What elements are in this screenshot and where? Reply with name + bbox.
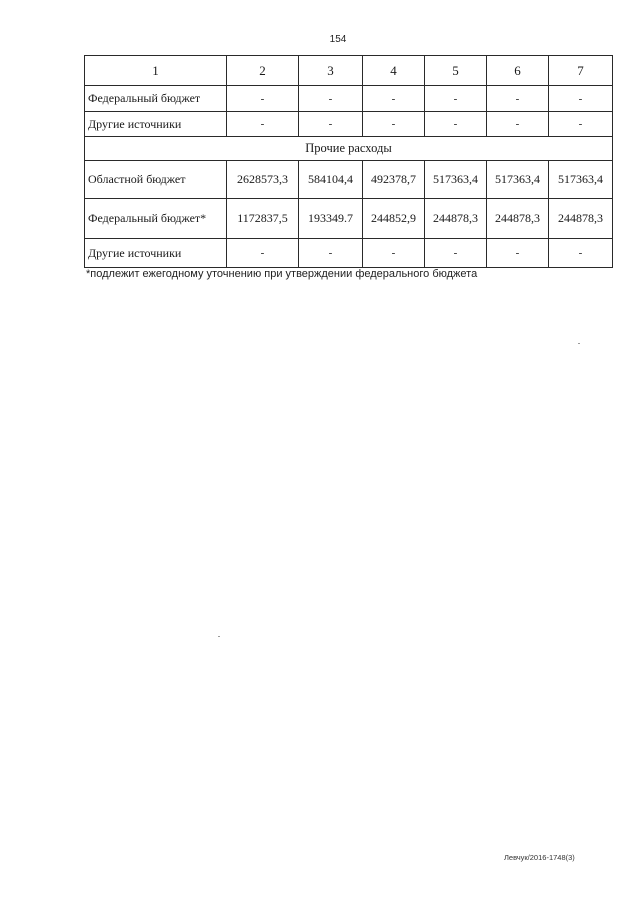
table-cell: -: [487, 86, 549, 112]
table-cell: 193349.7: [299, 199, 363, 239]
table-cell: -: [227, 112, 299, 137]
table-cell: -: [363, 112, 425, 137]
column-header: 5: [425, 56, 487, 86]
table-cell: -: [299, 239, 363, 268]
column-header: 7: [549, 56, 613, 86]
table-row: [85, 112, 613, 137]
table-cell: 492378,7: [363, 161, 425, 199]
footnote: *подлежит ежегодному уточнению при утверждении федерального бюджета: [86, 268, 478, 280]
table-cell: -: [299, 86, 363, 112]
column-header: 1: [85, 56, 227, 86]
table-cell: -: [227, 239, 299, 268]
table-cell: -: [549, 112, 613, 137]
table-cell: 244852,9: [363, 199, 425, 239]
table-cell: 584104,4: [299, 161, 363, 199]
page-number: 154: [329, 34, 347, 45]
section-title: Прочие расходы: [85, 137, 613, 161]
row-label: Федеральный бюджет*: [85, 199, 227, 239]
table-cell: -: [425, 239, 487, 268]
table-cell: 1172837,5: [227, 199, 299, 239]
row-label: Другие источники: [85, 112, 227, 137]
column-header: 2: [227, 56, 299, 86]
table-cell: 244878,3: [425, 199, 487, 239]
section-row: [85, 137, 613, 161]
table-cell: -: [549, 86, 613, 112]
table-row: [85, 86, 613, 112]
table-cell: -: [363, 239, 425, 268]
scan-speck: [578, 343, 580, 344]
table-cell: 517363,4: [549, 161, 613, 199]
row-label: Другие источники: [85, 239, 227, 268]
table-cell: -: [425, 86, 487, 112]
table-cell: -: [487, 112, 549, 137]
scan-speck: [218, 636, 220, 637]
table-cell: -: [425, 112, 487, 137]
table-header-row: [85, 56, 613, 86]
column-header: 3: [299, 56, 363, 86]
column-header: 6: [487, 56, 549, 86]
budget-table: [84, 55, 613, 268]
table-cell: -: [363, 86, 425, 112]
table-row: [85, 239, 613, 268]
table-row: [85, 161, 613, 199]
table-cell: -: [299, 112, 363, 137]
table-cell: -: [227, 86, 299, 112]
table-cell: -: [549, 239, 613, 268]
table-cell: 244878,3: [549, 199, 613, 239]
document-code: Левчук/2016-1748(3): [504, 853, 575, 862]
table-cell: 2628573,3: [227, 161, 299, 199]
row-label: Федеральный бюджет: [85, 86, 227, 112]
table-cell: 517363,4: [425, 161, 487, 199]
row-label: Областной бюджет: [85, 161, 227, 199]
table-cell: 244878,3: [487, 199, 549, 239]
column-header: 4: [363, 56, 425, 86]
table-row: [85, 199, 613, 239]
table-cell: -: [487, 239, 549, 268]
table-cell: 517363,4: [487, 161, 549, 199]
